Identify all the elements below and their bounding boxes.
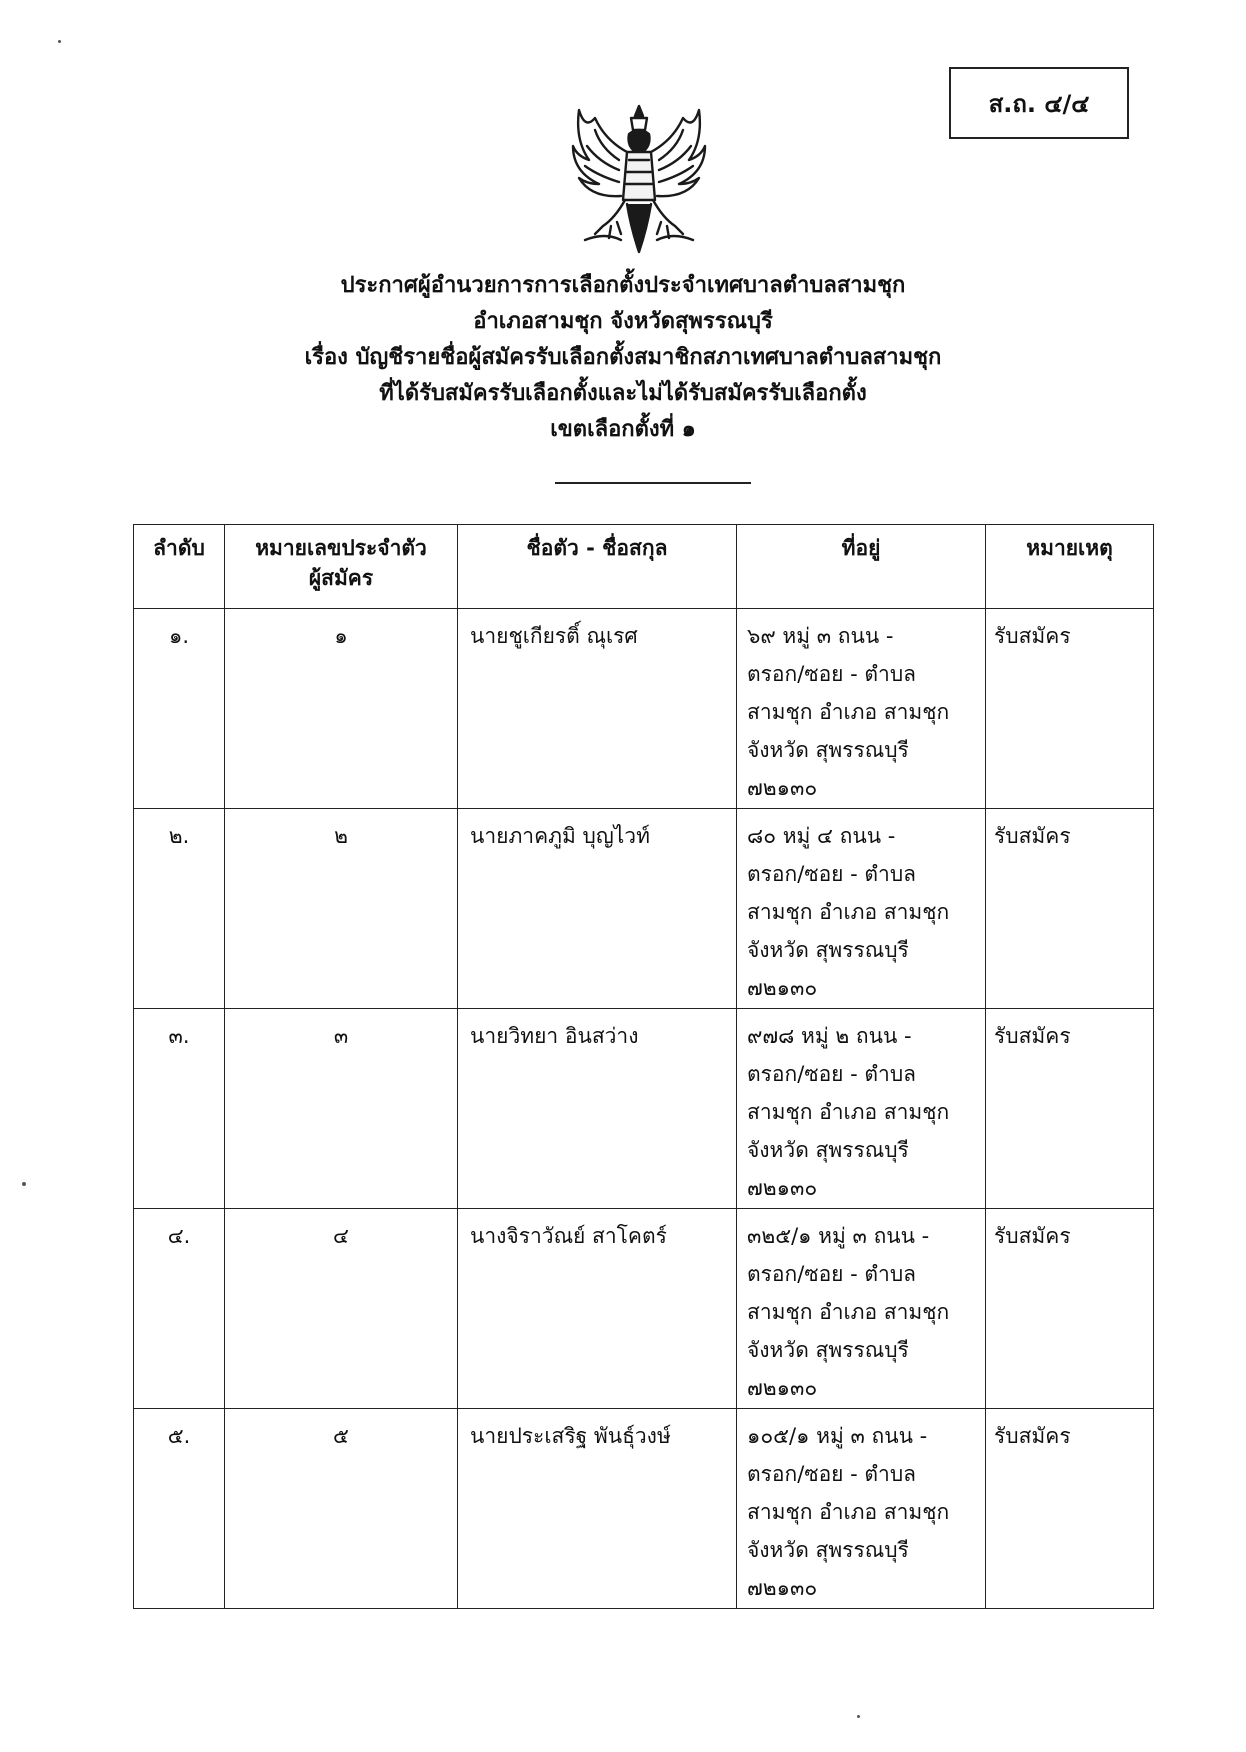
cell-seq: ๔.	[134, 1209, 225, 1409]
cell-seq: ๑.	[134, 609, 225, 809]
cell-name: นายวิทยา อินสว่าง	[458, 1009, 737, 1209]
header-note: หมายเหตุ	[986, 525, 1154, 609]
cell-candidate-number: ๒	[225, 809, 458, 1009]
address-line: สามชุก อำเภอ สามชุก	[747, 900, 950, 924]
cell-address	[737, 809, 986, 1009]
address-line: จังหวัด สุพรรณบุรี	[747, 1138, 909, 1162]
cell-candidate-number: ๓	[225, 1009, 458, 1209]
heading-divider	[555, 482, 751, 484]
header-id-line-1: หมายเลขประจำตัว	[255, 536, 427, 560]
cell-seq: ๒.	[134, 809, 225, 1009]
address-line: ๘๐ หมู่ ๔ ถนน -	[747, 824, 896, 848]
table-row	[134, 809, 1154, 1009]
header-address: ที่อยู่	[737, 525, 986, 609]
cell-seq: ๓.	[134, 1009, 225, 1209]
address-line: ตรอก/ซอย - ตำบล	[747, 662, 917, 686]
address-line: ๑๐๕/๑ หมู่ ๓ ถนน -	[747, 1424, 928, 1448]
header-seq: ลำดับ	[134, 525, 225, 609]
heading-line-3: เรื่อง บัญชีรายชื่อผู้สมัครรับเลือกตั้งสมาชิกสภาเทศบาลตำบลสามชุก	[304, 345, 942, 370]
address-line: จังหวัด สุพรรณบุรี	[747, 1338, 909, 1362]
header-candidate-number	[225, 525, 458, 609]
heading-line-1: ประกาศผู้อำนวยการการเลือกตั้งประจำเทศบาลตำบลสามชุก	[340, 273, 906, 298]
address-line: ตรอก/ซอย - ตำบล	[747, 1062, 917, 1086]
address-line: ๓๒๕/๑ หมู่ ๓ ถนน -	[747, 1224, 930, 1248]
table-row	[134, 1009, 1154, 1209]
candidate-table	[133, 524, 1154, 1609]
scan-speck	[58, 40, 61, 43]
address-line: ๗๒๑๓๐	[747, 1576, 818, 1600]
cell-address	[737, 1409, 986, 1609]
address-line: ๗๒๑๓๐	[747, 1376, 818, 1400]
scan-speck	[22, 1182, 26, 1186]
cell-seq: ๕.	[134, 1409, 225, 1609]
table-row	[134, 1209, 1154, 1409]
cell-note: รับสมัคร	[986, 1409, 1154, 1609]
address-line: จังหวัด สุพรรณบุรี	[747, 1538, 909, 1562]
cell-candidate-number: ๑	[225, 609, 458, 809]
table-header-row	[134, 525, 1154, 609]
cell-note: รับสมัคร	[986, 609, 1154, 809]
address-line: ๗๒๑๓๐	[747, 776, 818, 800]
address-line: สามชุก อำเภอ สามชุก	[747, 1100, 950, 1124]
heading-line-2: อำเภอสามชุก จังหวัดสุพรรณบุรี	[473, 309, 773, 334]
address-line: ๗๒๑๓๐	[747, 976, 818, 1000]
address-line: จังหวัด สุพรรณบุรี	[747, 738, 909, 762]
cell-note: รับสมัคร	[986, 809, 1154, 1009]
cell-name: นายประเสริฐ พันธุ์วงษ์	[458, 1409, 737, 1609]
address-line: ตรอก/ซอย - ตำบล	[747, 1462, 917, 1486]
form-code: ส.ถ. ๔/๔	[988, 89, 1090, 118]
table-row	[134, 609, 1154, 809]
header-name: ชื่อตัว - ชื่อสกุล	[458, 525, 737, 609]
address-line: สามชุก อำเภอ สามชุก	[747, 1500, 950, 1524]
announcement-heading	[150, 268, 1096, 448]
address-line: จังหวัด สุพรรณบุรี	[747, 938, 909, 962]
form-code-box	[949, 67, 1129, 139]
address-line: สามชุก อำเภอ สามชุก	[747, 700, 950, 724]
cell-name: นายชูเกียรติ์ ณุเรศ	[458, 609, 737, 809]
heading-line-4: ที่ได้รับสมัครรับเลือกตั้งและไม่ได้รับสมัครรับเลือกตั้ง	[379, 381, 867, 406]
cell-candidate-number: ๕	[225, 1409, 458, 1609]
address-line: สามชุก อำเภอ สามชุก	[747, 1300, 950, 1324]
address-line: ๗๒๑๓๐	[747, 1176, 818, 1200]
cell-note: รับสมัคร	[986, 1209, 1154, 1409]
cell-note: รับสมัคร	[986, 1009, 1154, 1209]
cell-candidate-number: ๔	[225, 1209, 458, 1409]
header-id-line-2: ผู้สมัคร	[308, 566, 374, 590]
address-line: ตรอก/ซอย - ตำบล	[747, 862, 917, 886]
cell-address	[737, 1209, 986, 1409]
cell-name: นางจิราวัณย์ สาโคตร์	[458, 1209, 737, 1409]
heading-line-5: เขตเลือกตั้งที่ ๑	[550, 417, 696, 442]
table-row	[134, 1409, 1154, 1609]
address-line: ตรอก/ซอย - ตำบล	[747, 1262, 917, 1286]
cell-address	[737, 1009, 986, 1209]
cell-address	[737, 609, 986, 809]
garuda-emblem-icon	[565, 100, 713, 260]
address-line: ๙๗๘ หมู่ ๒ ถนน -	[747, 1024, 912, 1048]
cell-name: นายภาคภูมิ บุญไวท์	[458, 809, 737, 1009]
scan-speck	[857, 1715, 860, 1718]
address-line: ๖๙ หมู่ ๓ ถนน -	[747, 624, 894, 648]
